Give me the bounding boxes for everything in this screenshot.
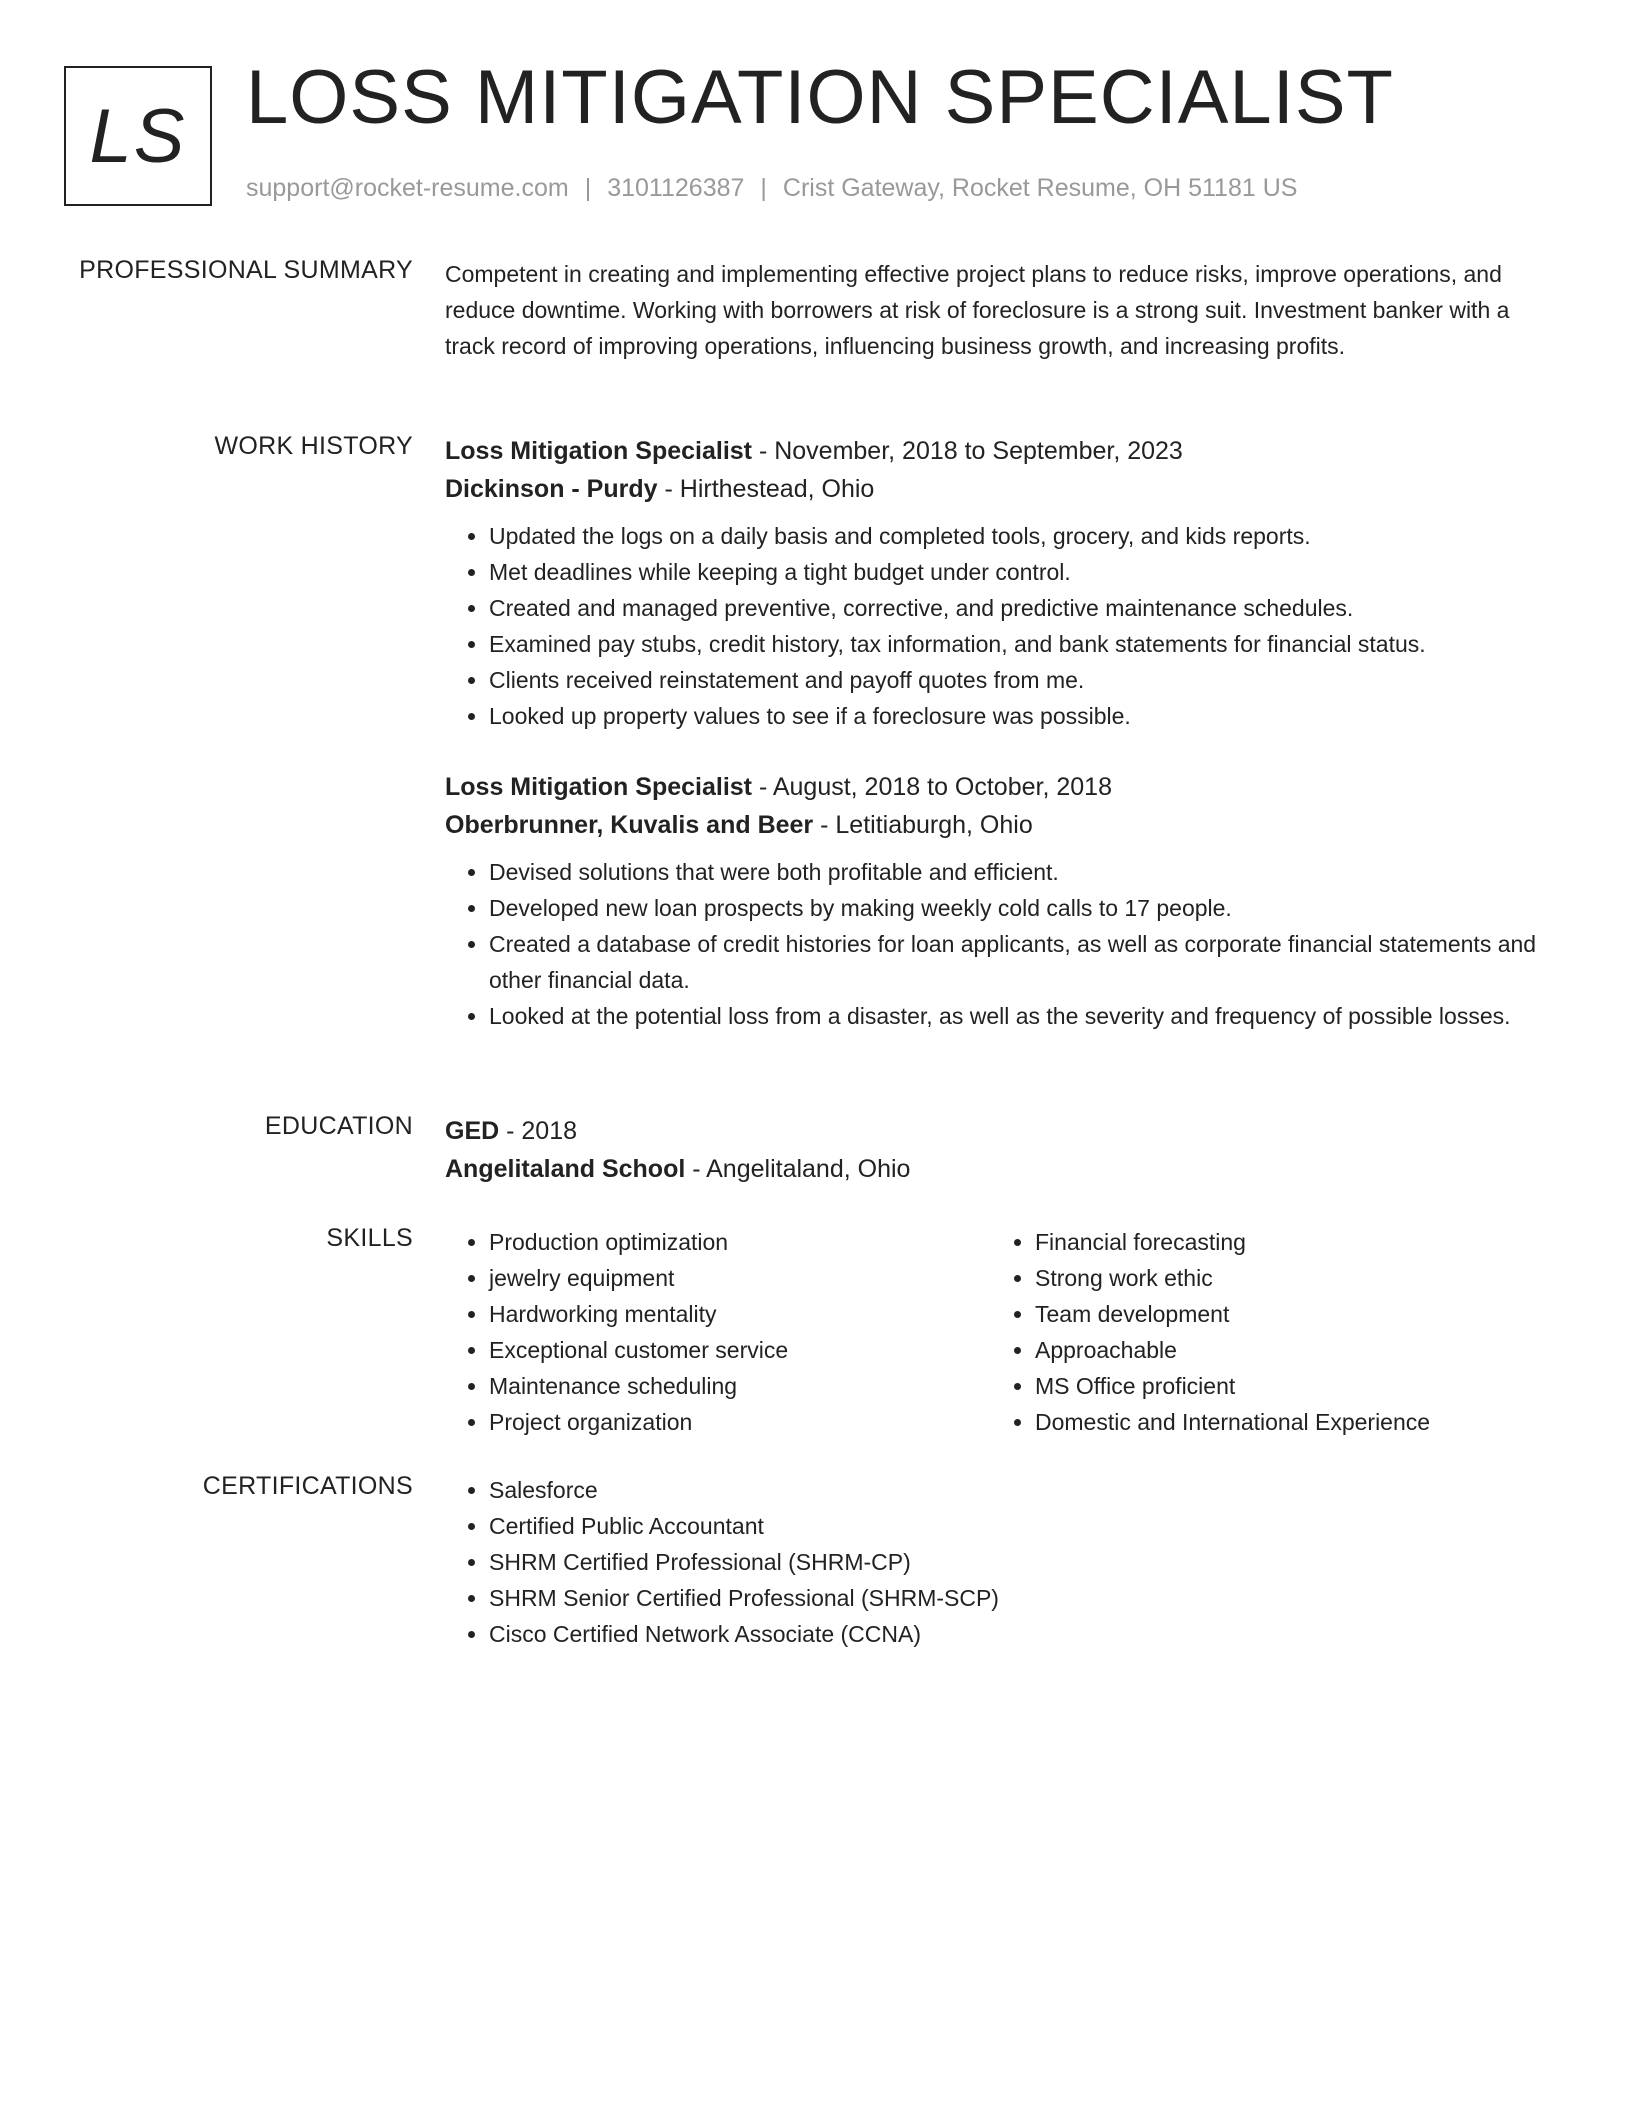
skills-column-left: [445, 1224, 991, 1440]
job-entry: [445, 432, 1545, 734]
section-label-work-history: WORK HISTORY: [214, 432, 413, 460]
list-item: • Approachable: [1035, 1332, 1537, 1368]
list-item: • Looked up property values to see if a foreclosure was possible.: [489, 698, 1545, 734]
list-item: • Looked at the potential loss from a disaster, as well as the severity and frequency of possible losses.: [489, 998, 1545, 1034]
skills-body: [445, 1224, 1545, 1440]
list-item: • Financial forecasting: [1035, 1224, 1537, 1260]
skills-list-left: [445, 1224, 991, 1440]
section-label-certifications: CERTIFICATIONS: [202, 1472, 413, 1500]
skills-columns: [445, 1224, 1545, 1440]
list-item: • SHRM Certified Professional (SHRM-CP): [489, 1544, 1545, 1580]
job-dates: - November, 2018 to September, 2023: [752, 437, 1183, 465]
job-title: Loss Mitigation Specialist: [445, 773, 752, 801]
certifications-body: [445, 1472, 1545, 1652]
job-company-line: [445, 470, 1545, 508]
list-item: • Met deadlines while keeping a tight budget under control.: [489, 554, 1545, 590]
list-item: • Exceptional customer service: [489, 1332, 991, 1368]
list-item: • Clients received reinstatement and payoff quotes from me.: [489, 662, 1545, 698]
skills-column-right: [991, 1224, 1537, 1440]
school-name: Angelitaland School: [445, 1155, 686, 1183]
job-title-line: [445, 432, 1545, 470]
list-item: • Domestic and International Experience: [1035, 1404, 1537, 1440]
job-company: Oberbrunner, Kuvalis and Beer: [445, 811, 814, 839]
monogram-badge: LS: [64, 66, 212, 206]
list-item: • Cisco Certified Network Associate (CCNA): [489, 1616, 1545, 1652]
job-location: - Letitiaburgh, Ohio: [813, 811, 1033, 839]
list-item: • Created a database of credit histories for loan applicants, as well as corporate financial statements and other financial data.: [489, 926, 1545, 998]
list-item: • Updated the logs on a daily basis and completed tools, grocery, and kids reports.: [489, 518, 1545, 554]
list-item: • Production optimization: [489, 1224, 991, 1260]
job-bullets: [445, 854, 1545, 1034]
job-title: Loss Mitigation Specialist: [445, 437, 752, 465]
section-label-summary: PROFESSIONAL SUMMARY: [79, 256, 413, 284]
list-item: • SHRM Senior Certified Professional (SHRM-SCP): [489, 1580, 1545, 1616]
contact-phone: 3101126387: [607, 174, 745, 202]
certifications-list: [445, 1472, 1545, 1652]
skills-list-right: [991, 1224, 1537, 1440]
school-location: - Angelitaland, Ohio: [685, 1155, 911, 1183]
list-item: • Hardworking mentality: [489, 1296, 991, 1332]
section-label-skills: SKILLS: [326, 1224, 413, 1252]
job-bullets: [445, 518, 1545, 734]
job-dates: - August, 2018 to October, 2018: [752, 773, 1112, 801]
job-title-line: [445, 768, 1545, 806]
job-company-line: [445, 806, 1545, 844]
list-item: • Examined pay stubs, credit history, tax information, and bank statements for financial status.: [489, 626, 1545, 662]
list-item: • Salesforce: [489, 1472, 1545, 1508]
list-item: • Certified Public Accountant: [489, 1508, 1545, 1544]
list-item: • Strong work ethic: [1035, 1260, 1537, 1296]
list-item: • Devised solutions that were both profitable and efficient.: [489, 854, 1545, 890]
section-label-education: EDUCATION: [264, 1112, 413, 1140]
list-item: • MS Office proficient: [1035, 1368, 1537, 1404]
list-item: • jewelry equipment: [489, 1260, 991, 1296]
contact-email: support@rocket-resume.com: [246, 174, 569, 202]
degree: GED: [445, 1117, 500, 1145]
education-body: [445, 1112, 1545, 1188]
list-item: • Maintenance scheduling: [489, 1368, 991, 1404]
degree-year: - 2018: [499, 1117, 578, 1145]
job-company: Dickinson - Purdy: [445, 475, 658, 503]
degree-line: [445, 1112, 1545, 1150]
summary-body: [445, 256, 1545, 364]
summary-text: Competent in creating and implementing effective project plans to reduce risks, improve operations, and reduce downtime. Working with borrowers at risk of foreclosure is a strong suit. Investment banker with a track record of improving operations, influencing business growth, and increasing profits.: [445, 261, 1510, 359]
job-title-heading: LOSS MITIGATION SPECIALIST: [246, 55, 1394, 140]
job-location: - Hirthestead, Ohio: [657, 475, 875, 503]
list-item: • Developed new loan prospects by making weekly cold calls to 17 people.: [489, 890, 1545, 926]
contact-address: Crist Gateway, Rocket Resume, OH 51181 US: [782, 174, 1298, 202]
list-item: • Team development: [1035, 1296, 1537, 1332]
contact-separator: |: [760, 174, 767, 202]
list-item: • Created and managed preventive, corrective, and predictive maintenance schedules.: [489, 590, 1545, 626]
contact-separator: |: [584, 174, 592, 202]
job-entry: [445, 768, 1545, 1034]
work-history-body: [445, 432, 1545, 1068]
contact-line: [246, 174, 1297, 203]
list-item: • Project organization: [489, 1404, 991, 1440]
school-line: [445, 1150, 1545, 1188]
